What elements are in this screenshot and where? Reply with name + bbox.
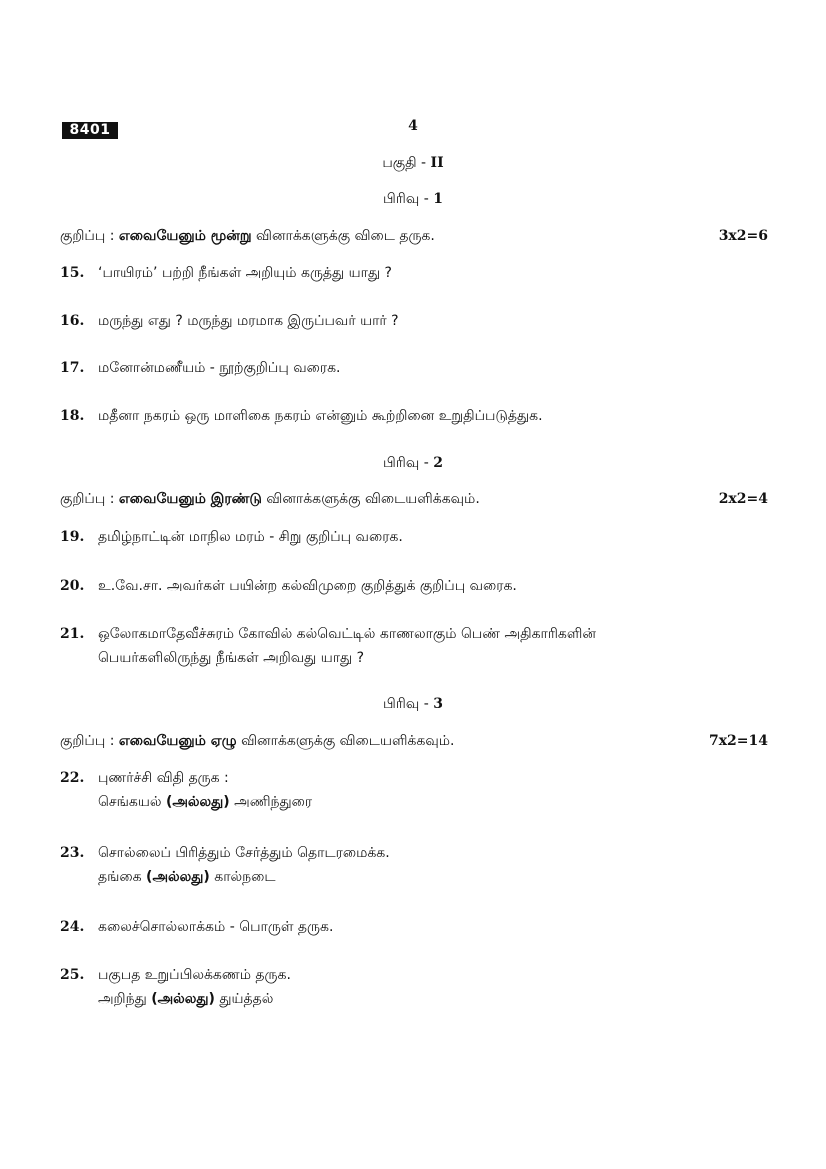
question-19: 19. தமிழ்நாட்டின் மாநில மரம் - சிறு குறிப்பு வரைக. bbox=[60, 529, 403, 545]
section-note-2: குறிப்பு : எவையேனும் இரண்டு வினாக்களுக்கு விடையளிக்கவும். 2x2=4 bbox=[60, 491, 768, 507]
page-number: 4 bbox=[408, 118, 418, 134]
paper-code-badge: 8401 bbox=[62, 122, 118, 139]
section-note-3: குறிப்பு : எவையேனும் ஏழு வினாக்களுக்கு விடையளிக்கவும். 7x2=14 bbox=[60, 733, 768, 749]
question-24: 24. கலைச்சொல்லாக்கம் - பொருள் தருக. bbox=[60, 919, 334, 935]
section-note-1: குறிப்பு : எவையேனும் மூன்று வினாக்களுக்கு விடை தருக. 3x2=6 bbox=[60, 228, 768, 244]
question-25: 25. பகுபத உறுப்பிலக்கணம் தருக. அறிந்து (அல்லது) துய்த்தல் bbox=[60, 967, 291, 1007]
question-17: 17. மனோன்மணீயம் - நூற்குறிப்பு வரைக. bbox=[60, 360, 341, 376]
question-16: 16. மருந்து எது ? மருந்து மரமாக இருப்பவர் யார் ? bbox=[60, 313, 399, 329]
part-title: பகுதி - II bbox=[382, 155, 444, 171]
section-title-3: பிரிவு - 3 bbox=[383, 696, 443, 712]
question-20: 20. உ.வே.சா. அவர்கள் பயின்ற கல்விமுறை குறித்துக் குறிப்பு வரைக. bbox=[60, 578, 517, 594]
marks-label: 2x2=4 bbox=[718, 491, 768, 507]
section-title-1: பிரிவு - 1 bbox=[383, 191, 443, 207]
marks-label: 3x2=6 bbox=[718, 228, 768, 244]
question-15: 15. ‘பாயிரம்’ பற்றி நீங்கள் அறியும் கருத்து யாது ? bbox=[60, 265, 392, 281]
question-18: 18. மதீனா நகரம் ஒரு மாளிகை நகரம் என்னும் கூற்றினை உறுதிப்படுத்துக. bbox=[60, 408, 543, 424]
section-title-2: பிரிவு - 2 bbox=[383, 455, 443, 471]
question-22: 22. புணர்ச்சி விதி தருக : செங்கயல் (அல்லது) அணிந்துரை bbox=[60, 770, 313, 810]
question-23: 23. சொல்லைப் பிரித்தும் சேர்த்தும் தொடரமைக்க. தங்கை (அல்லது) கால்நடை bbox=[60, 845, 390, 885]
question-21: 21. ஒலோகமாதேவீச்சுரம் கோவில் கல்வெட்டில் காணலாகும் பெண் அதிகாரிகளின் பெயர்களிலிருந்து நீங்கள் அறிவது யாது ? bbox=[60, 626, 596, 666]
marks-label: 7x2=14 bbox=[708, 733, 768, 749]
